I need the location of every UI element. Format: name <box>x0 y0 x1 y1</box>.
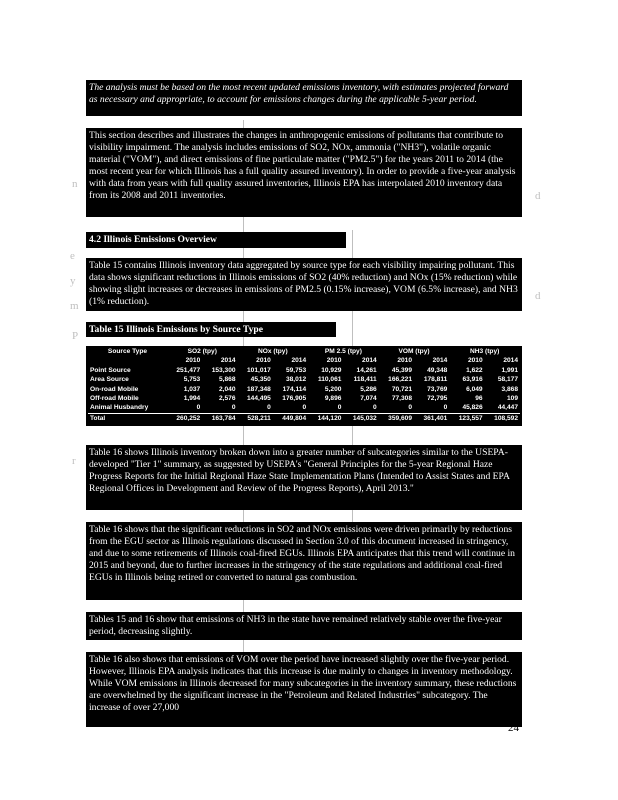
table-cell: 166,221 <box>388 376 413 384</box>
table-cell: 1,622 <box>466 366 483 374</box>
table-cell: 5,753 <box>183 376 201 384</box>
row-label: On-road Mobile <box>90 385 139 393</box>
row-label: Point Source <box>90 366 131 374</box>
table-caption-text: Table 15 Illinois Emissions by Source Type <box>89 324 263 335</box>
year-cell: 2010 <box>397 357 413 365</box>
table-cell: 70,721 <box>391 385 413 393</box>
table-row <box>88 385 520 394</box>
table-cell: 72,795 <box>427 395 448 403</box>
section-heading-text: 4.2 Illinois Emissions Overview <box>89 234 217 245</box>
header-so2: SO2 (tpy) <box>187 348 217 355</box>
header-vom: VOM (tpy) <box>398 348 430 355</box>
scan-artifact: y <box>70 275 76 287</box>
emissions-table <box>88 347 520 423</box>
table-row <box>88 375 520 384</box>
table-cell: 38,012 <box>285 376 307 384</box>
table-cell: 187,348 <box>246 385 271 393</box>
table-cell: 44,447 <box>497 404 518 412</box>
table-cell: 110,061 <box>317 376 342 384</box>
table-cell: 153,300 <box>211 366 236 374</box>
table-cell: 123,557 <box>449 413 484 423</box>
table-cell: 0 <box>302 404 307 412</box>
year-cell <box>88 356 167 365</box>
table-cell: 9,896 <box>324 395 342 403</box>
table-cell: 109 <box>506 395 518 403</box>
intro-text: The analysis must be based on the most recent updated emissions inventory, with estimates projected forward as necessary and appropriate, to account for emissions changes during the applicable 5-year period. <box>89 82 509 106</box>
table-cell: 59,753 <box>285 366 307 374</box>
table-cell: 0 <box>196 404 201 412</box>
table-cell: 2,576 <box>219 395 236 403</box>
year-cell: 2010 <box>185 357 201 365</box>
year-cell: 2014 <box>291 357 307 365</box>
table-cell: 0 <box>373 404 377 412</box>
table-row <box>88 403 520 413</box>
scan-artifact: e <box>70 250 75 262</box>
table-cell: 528,211 <box>238 413 273 423</box>
header-source-type: Source Type <box>107 348 148 355</box>
table-cell: 145,032 <box>343 413 378 423</box>
table-cell: 5,868 <box>219 376 236 384</box>
table16-intro-block <box>86 445 522 510</box>
table-row <box>88 413 520 423</box>
table-cell: 0 <box>408 404 413 412</box>
table-cell: 14,261 <box>356 366 377 374</box>
table-cell: 361,401 <box>414 413 449 423</box>
table-cell: 45,826 <box>462 404 483 412</box>
table15-intro-paragraph: Table 15 contains Illinois inventory data aggregated by source type for each visibility impairing pollutant. This data shows significant reductions in Illinois emissions of SO2 (40% reduction) and NOx (15% reduction) while showing slight increases or decreases in emissions of PM2.5 (0.15% increase), VOM (6.5% increase), and NH3 (1% reduction). <box>89 260 518 308</box>
header-pm25: PM 2.5 (tpy) <box>324 348 362 355</box>
year-cell: 2010 <box>256 357 271 365</box>
table-cell: 1,037 <box>183 385 201 393</box>
year-cell: 2010 <box>326 357 342 365</box>
table-group-header <box>88 347 520 356</box>
table-cell: 2,040 <box>219 385 236 393</box>
year-cell: 2010 <box>467 357 483 365</box>
table-cell: 3,868 <box>501 385 518 393</box>
table-cell: 359,609 <box>379 413 414 423</box>
table-cell: 260,252 <box>167 413 202 423</box>
year-cell: 2014 <box>432 357 448 365</box>
scan-artifact: P <box>72 330 79 342</box>
intro-block <box>86 80 522 116</box>
table-year-header <box>88 356 520 365</box>
table16-reductions-paragraph: Table 16 shows that the significant reductions in SO2 and NOx emissions were driven primarily by reductions from the EGU sector as Illinois regulations discussed in Section 3.0 of this document increased in stringency, and due to some retirements of Illinois coal-fired EGUs. Illinois EPA anticipates that this trend will continue in 2015 and beyond, due to further increases in the stringency of the state regulations and additional coal-fired EGUs in Illinois being retired or converted to natural gas combustion. <box>89 524 515 584</box>
table16-intro-paragraph: Table 16 shows Illinois inventory broken down into a greater number of subcategories similar to the USEPA-developed "Tier 1" summary, as suggested by USEPA's "General Principles for the 5-year Regional Haze Progress Reports for the Initial Regional Haze State Implementation Plans (Intended to Assist States and EPA Regional Offices in Development and Review of the Progress Reports), April 2013." <box>89 447 510 495</box>
table-cell: 1,991 <box>501 366 518 374</box>
scan-artifact: n <box>72 178 78 190</box>
table-cell: 449,804 <box>273 413 308 423</box>
table-cell: 45,350 <box>250 376 271 384</box>
header-nh3: NH3 (tpy) <box>470 348 500 355</box>
nh3-block <box>86 612 522 640</box>
table-cell: 0 <box>231 404 236 412</box>
table-row <box>88 394 520 403</box>
table15-intro-block <box>86 258 522 311</box>
row-label: Off-road Mobile <box>90 395 139 403</box>
table-cell: 251,477 <box>176 366 201 374</box>
table-cell: 96 <box>475 395 483 403</box>
table-cell: 174,114 <box>282 385 307 393</box>
year-cell: 2014 <box>220 357 236 365</box>
row-label: Area Source <box>90 376 129 384</box>
table-cell: 5,286 <box>360 385 377 393</box>
table-cell: 108,592 <box>485 413 520 423</box>
table-row <box>88 366 520 375</box>
table-cell: 10,929 <box>321 366 342 374</box>
scan-artifact: d <box>535 290 541 302</box>
page-number: 24 <box>508 722 519 734</box>
table-caption <box>86 322 336 337</box>
scan-artifact: d <box>535 190 541 202</box>
table-cell: 144,120 <box>308 413 343 423</box>
table-cell: 49,348 <box>427 366 448 374</box>
table-cell: 7,074 <box>360 395 377 403</box>
table-cell: 73,769 <box>427 385 448 393</box>
section-paragraph: This section describes and illustrates the changes in anthropogenic emissions of pollutants that contribute to visibility impairment. The analysis includes emissions of SO2, NOx, ammonia ("NH3"), volatile organic material ("VOM"), and direct emissions of fine particulate matter ("PM2.5") for the years 2011 to 2014 (the most recent year for which Illinois has a full quality assured inventory). In order to provide a five-year analysis with data from years with full quality assured inventories, Illinois EPA has interpolated 2010 inventory data from its 2008 and 2011 inventories. <box>89 130 516 202</box>
table-cell: 77,308 <box>391 395 413 403</box>
table-cell: 163,784 <box>202 413 237 423</box>
scan-artifact: r <box>72 455 76 467</box>
table-body <box>88 366 520 423</box>
table-cell: 0 <box>337 404 342 412</box>
table-cell: 1,994 <box>183 395 201 403</box>
table-cell: 118,411 <box>353 376 377 384</box>
table-cell: 101,017 <box>246 366 271 374</box>
year-cell: 2014 <box>503 357 518 365</box>
year-cell: 2014 <box>362 357 377 365</box>
table-cell: 58,177 <box>497 376 518 384</box>
table-cell: 0 <box>267 404 271 412</box>
table-cell: 5,200 <box>324 385 342 393</box>
section-heading <box>86 232 346 248</box>
scan-artifact: m <box>70 300 79 312</box>
table-cell: 6,049 <box>466 385 483 393</box>
table-cell: 144,495 <box>246 395 271 403</box>
row-label: Total <box>88 413 167 423</box>
emissions-table-block <box>86 346 522 426</box>
vom-paragraph: Table 16 also shows that emissions of VOM over the period have increased slightly over the five-year period. However, Illinois EPA analysis indicates that this increase is due mainly to changes in inventory methodology. While VOM emissions in Illinois decreased for many subcategories in the inventory summary, these reductions are overwhelmed by the significant increase in the "Petroleum and Related Industries" subcategory. The increase of over 27,000 <box>89 654 517 714</box>
table-cell: 45,399 <box>391 366 413 374</box>
header-nox: NOx (tpy) <box>257 348 288 355</box>
section-block <box>86 128 522 217</box>
table16-reductions-block <box>86 522 522 600</box>
table-cell: 176,905 <box>282 395 307 403</box>
row-label: Animal Husbandry <box>90 404 149 412</box>
table-cell: 178,811 <box>423 376 448 384</box>
table-cell: 63,916 <box>462 376 483 384</box>
nh3-paragraph: Tables 15 and 16 show that emissions of NH3 in the state have remained relatively stable over the five-year period, decreasing slightly. <box>89 614 502 638</box>
table-cell: 0 <box>443 404 448 412</box>
vom-block <box>86 652 522 727</box>
